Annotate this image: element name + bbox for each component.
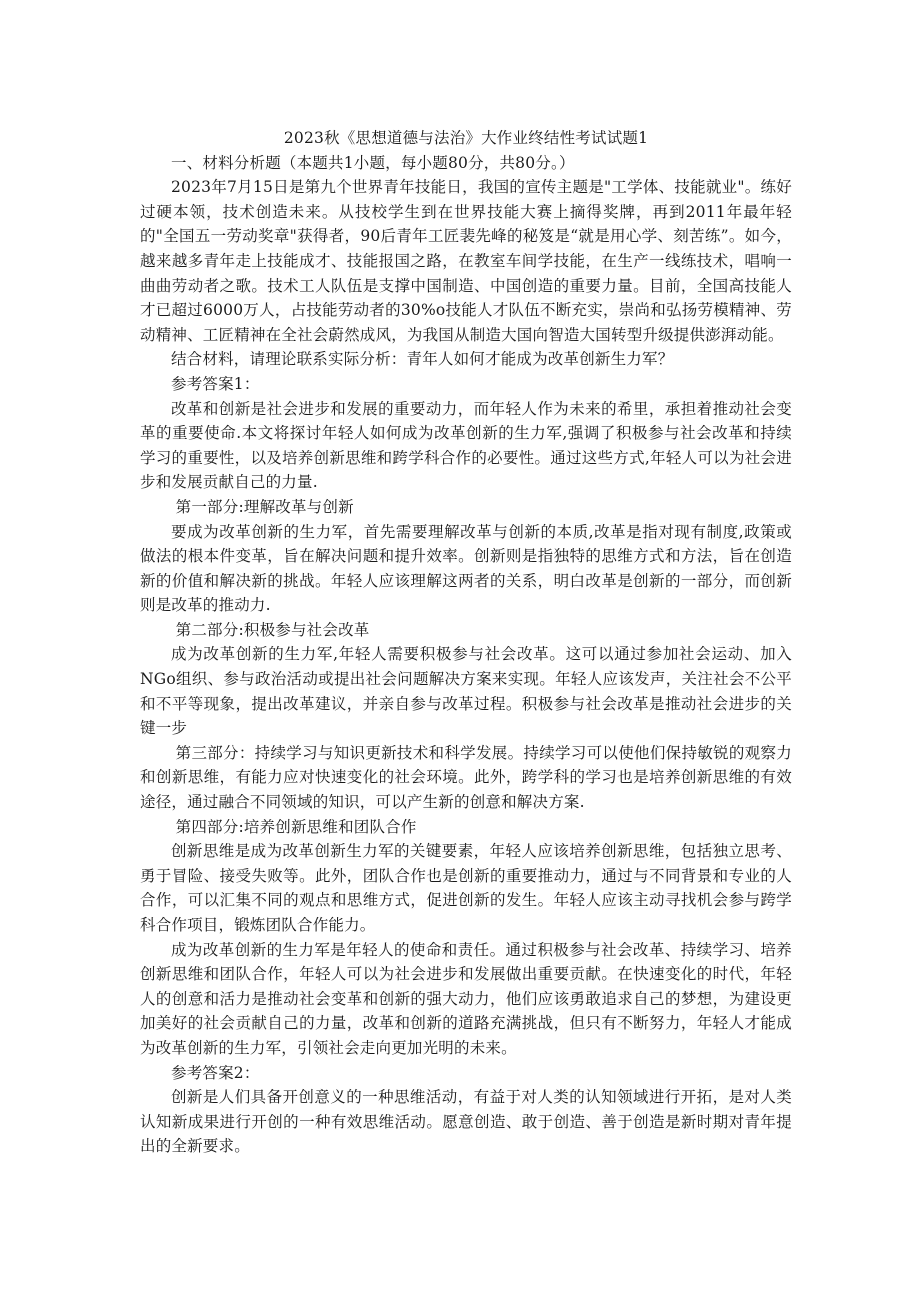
question-prompt: 结合材料，请理论联系实际分析：青年人如何才能成为改革创新生力军？ (171, 350, 674, 369)
answer2-label: 参考答案2： (171, 1063, 260, 1082)
answer1-label: 参考答案1： (171, 374, 260, 393)
material-paragraph: 2023年7月15日是第九个世界青年技能日，我国的宣传主题是"工学体、技能就业"。练好过硬本领，技术创造未来。从技校学生到在世界技能大赛上摘得奖牌，再到2011年最年轻的"全国五一劳动奖章"获得者，90后青年工匠裴先峰的秘笈是“就是用心学、刻苦练”。如今，越来越多青年走上技能成才、技能报国之路，在教室车间学技能，在生产一线练技术，唱响一曲曲劳动者之歌。技术工人队伍是支撑中国制造、中国创造的重要力量。目前，全国高技能人才已超过6000万人，占技能劳动者的30%o技能人才队伍不断充实，崇尚和弘扬劳模精神、劳动精神、工匠精神在全社会蔚然成风，为我国从制造大国向智造大国转型升级提供澎湃动能。 (140, 178, 792, 344)
part4-title: 第四部分:培养创新思维和团队合作 (175, 817, 417, 836)
part2-title: 第二部分:积极参与社会改革 (175, 620, 370, 639)
part4-body: 创新思维是成为改革创新生力军的关键要素，年轻人应该培养创新思维，包括独立思考、勇于冒险、接受失败等。此外，团队合作也是创新的重要推动力，通过与不同背景和专业的人合作，可以汇集不同的观点和思维方式，促进创新的发生。年轻人应该主动寻找机会参与跨学科合作项目，锻炼团队合作能力。 (140, 842, 792, 934)
document-body (140, 126, 792, 1159)
question-header: 一、材料分析题（本题共1小题，每小题80分，共80分。） (171, 153, 575, 172)
part3-body: 第三部分：持续学习与知识更新技术和科学发展。持续学习可以使他们保持敏锐的观察力和创新思维，有能力应对快速变化的社会环境。此外，跨学科的学习也是培养创新思维的有效途径，通过融合不同领域的知识，可以产生新的创意和解决方案. (140, 743, 792, 812)
answer2-body: 创新是人们具备开创意义的一种思维活动，有益于对人类的认知领域进行开拓，是对人类认知新成果进行开创的一种有效思维活动。愿意创造、敢于创造、善于创造是新时期对青年提出的全新要求。 (140, 1088, 792, 1156)
part2-body: 成为改革创新的生力军,年轻人需要积极参与社会改革。这可以通过参加社会运动、加入NGo组织、参与政治活动或提出社会问题解决方案来实现。年轻人应该发声，关注社会不公平和不平等现象，提出改革建议，并亲自参与改革过程。积极参与社会改革是推动社会进步的关键一步 (140, 645, 792, 738)
answer1-intro: 改革和创新是社会进步和发展的重要动力，而年轻人作为未来的希里，承担着推动社会变革的重要使命.本文将探讨年轻人如何成为改革创新的生力军,强调了积极参与社会改革和持续学习的重要性，以及培养创新思维和跨学科合作的必要性。通过这些方式,年轻人可以为社会进步和发展贡献自己的力量. (140, 399, 792, 492)
conclusion-paragraph: 成为改革创新的生力军是年轻人的使命和责任。通过积极参与社会改革、持续学习、培养创新思维和团队合作，年轻人可以为社会进步和发展做出重要贡献。在快速变化的时代，年轻人的创意和活力是推动社会变革和创新的强大动力，他们应该勇敢追求自己的梦想，为建设更加美好的社会贡献自己的力量，改革和创新的道路充满挑战，但只有不断努力，年轻人才能成为改革创新的生力军，引领社会走向更加光明的未来。 (140, 940, 792, 1057)
part1-body: 要成为改革创新的生力军，首先需要理解改革与创新的本质,改革是指对现有制度,政策或做法的根本件变革，旨在解决问题和提升效率。创新则是指独特的思维方式和方法，旨在创造新的价值和解决新的挑战。年轻人应该理解这两者的关系，明白改革是创新的一部分，而创新则是改革的推动力. (140, 522, 792, 615)
part1-title: 第一部分:理解改革与创新 (175, 497, 354, 516)
document-title: 2023秋《思想道德与法治》大作业终结性考试试题1 (283, 129, 649, 147)
